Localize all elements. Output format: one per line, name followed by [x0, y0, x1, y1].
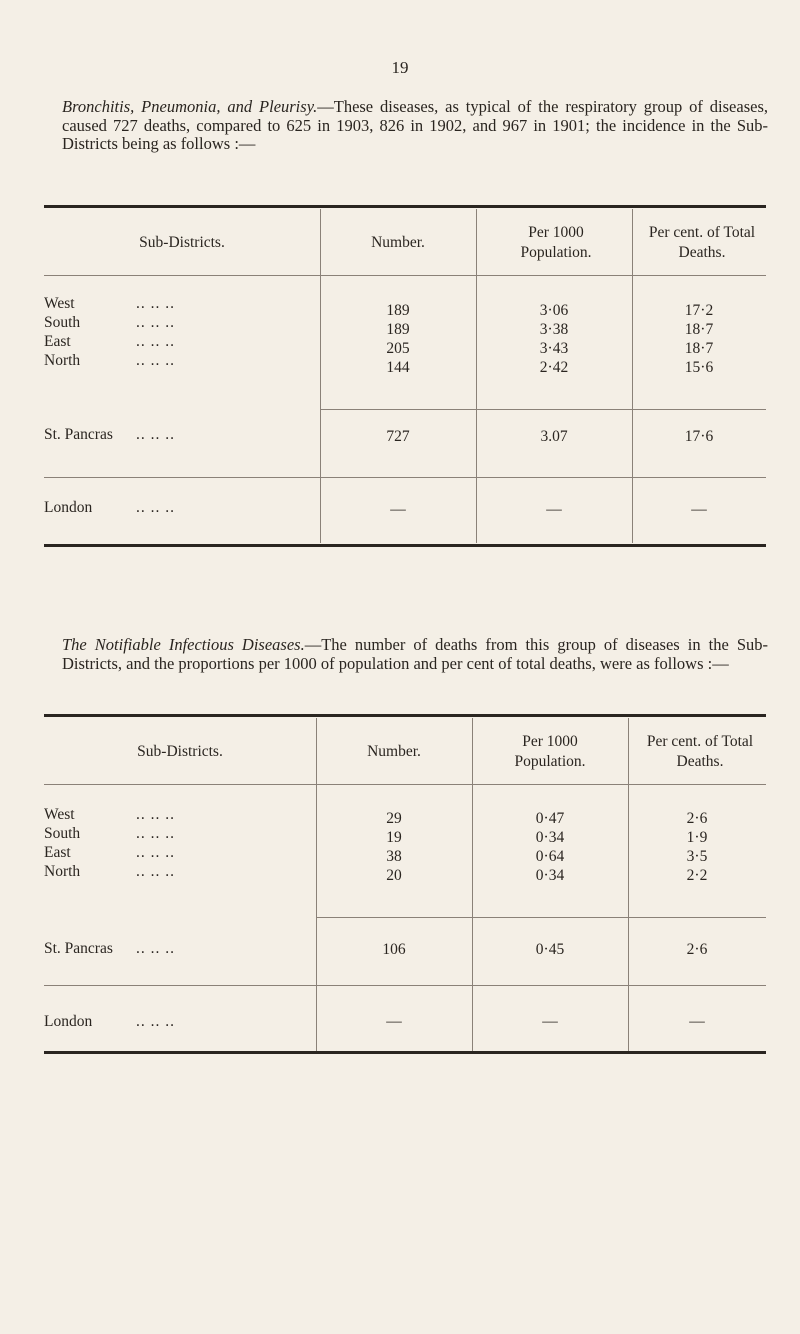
percent-cell: 3·5 [686, 848, 708, 865]
row-label: South [44, 314, 81, 331]
table-top-rule [44, 205, 766, 208]
per1000-cell: 0·64 [535, 848, 565, 865]
row-label: South [44, 825, 81, 842]
number-cell: 38 [386, 848, 402, 865]
per1000-cell: 3.07 [540, 428, 568, 445]
per1000-cell: 0·34 [535, 867, 565, 884]
leader-dots: .. .. .. [136, 314, 175, 331]
page-number: 19 [391, 58, 409, 77]
leader-dots: .. .. .. [136, 863, 175, 880]
per1000-cell: 3·06 [539, 302, 569, 319]
number-cell: — [386, 1013, 402, 1030]
number-cell: 29 [386, 810, 402, 827]
leader-dots: .. .. .. [136, 295, 175, 312]
percent-cell: 2·2 [686, 867, 708, 884]
section1-paragraph [62, 98, 768, 154]
row-label: East [44, 333, 71, 350]
per1000-cell: 0·45 [535, 941, 565, 958]
per1000-cell: — [542, 1013, 558, 1030]
percent-cell: 18·7 [684, 321, 714, 338]
total-rule [316, 917, 766, 918]
per1000-cell: 2·42 [539, 359, 569, 376]
leader-dots: .. .. .. [136, 426, 175, 443]
percent-cell: 17·6 [684, 428, 714, 445]
percent-cell: — [689, 1013, 705, 1030]
percent-cell: 2·6 [686, 810, 708, 827]
row-label: London [44, 499, 93, 516]
percent-cell: — [691, 501, 707, 518]
row-label: East [44, 844, 71, 861]
row-label: West [44, 295, 75, 312]
number-cell: 106 [382, 941, 406, 958]
row-label: North [44, 352, 81, 369]
leader-dots: .. .. .. [136, 352, 175, 369]
per1000-cell: 0·34 [535, 829, 565, 846]
number-cell: — [390, 501, 406, 518]
leader-dots: .. .. .. [136, 844, 175, 861]
leader-dots: .. .. .. [136, 806, 175, 823]
leader-dots: .. .. .. [136, 1013, 175, 1030]
percent-cell: 2·6 [686, 941, 708, 958]
row-label: St. Pancras [44, 940, 113, 957]
percent-cell: 1·9 [686, 829, 708, 846]
header-number: Number. [371, 234, 425, 251]
header-per-1000: Per 1000 Population. [514, 733, 586, 770]
number-cell: 205 [386, 340, 410, 357]
per1000-cell: 0·47 [535, 810, 565, 827]
per1000-cell: 3·43 [539, 340, 569, 357]
per1000-cell: 3·38 [539, 321, 569, 338]
number-cell: 189 [386, 302, 410, 319]
percent-cell: 18·7 [684, 340, 714, 357]
header-sub-districts: Sub-Districts. [137, 743, 223, 760]
london-rule [44, 985, 766, 986]
header-rule [44, 275, 766, 276]
leader-dots: .. .. .. [136, 825, 175, 842]
table-bottom-rule [44, 544, 766, 547]
london-rule [44, 477, 766, 478]
table-bottom-rule [44, 1051, 766, 1054]
leader-dots: .. .. .. [136, 499, 175, 516]
header-per-cent: Per cent. of Total Deaths. [648, 224, 756, 261]
header-per-cent: Per cent. of Total Deaths. [646, 733, 754, 770]
section1-title: Bronchitis, Pneumonia, and Pleurisy. [62, 97, 318, 116]
table-top-rule [44, 714, 766, 717]
header-sub-districts: Sub-Districts. [139, 234, 225, 251]
header-number: Number. [367, 743, 421, 760]
percent-cell: 15·6 [684, 359, 714, 376]
percent-cell: 17·2 [684, 302, 714, 319]
total-rule [320, 409, 766, 410]
leader-dots: .. .. .. [136, 940, 175, 957]
per1000-cell: — [546, 501, 562, 518]
number-cell: 727 [386, 428, 410, 445]
number-cell: 20 [386, 867, 402, 884]
section2-title: The Notifiable Infectious Diseases. [62, 635, 305, 654]
row-label: North [44, 863, 81, 880]
section1-text: —These diseases, as typical of the respiratory group of diseases, caused 727 deaths, compared to 625 in 1903, 826 in 1902, and 967 in 1901; the incidence in the Sub-Districts being as follows :— [62, 97, 768, 153]
number-cell: 189 [386, 321, 410, 338]
row-label: West [44, 806, 75, 823]
header-rule [44, 784, 766, 785]
row-label: London [44, 1013, 93, 1030]
section2-paragraph [62, 636, 768, 673]
header-per-1000: Per 1000 Population. [520, 224, 592, 261]
leader-dots: .. .. .. [136, 333, 175, 350]
number-cell: 144 [386, 359, 410, 376]
row-label: St. Pancras [44, 426, 113, 443]
number-cell: 19 [386, 829, 402, 846]
section2-text: —The number of deaths from this group of diseases in the Sub-Districts, and the proportions per 1000 of population and per cent of total deaths, were as follows :— [62, 635, 768, 673]
